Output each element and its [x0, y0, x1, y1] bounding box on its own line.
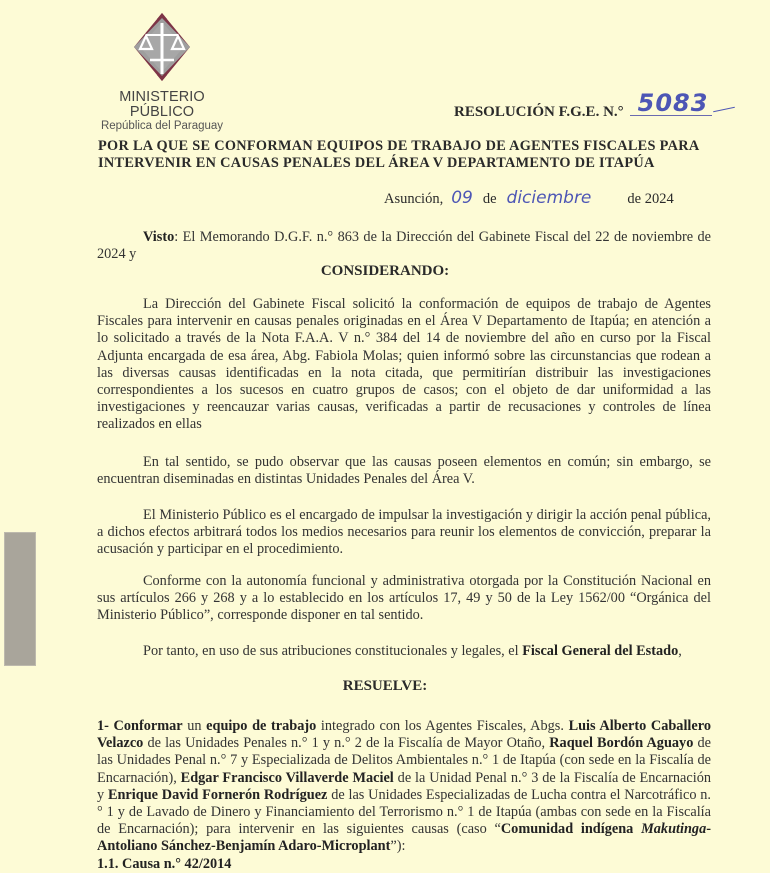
org-name: MINISTERIO PÚBLICO [119, 89, 205, 120]
bold-text: equipo de trabajo [206, 718, 317, 734]
por-tanto-end: , [678, 643, 682, 659]
handwritten-number: 5083 [637, 89, 709, 117]
case-name: Comunidad indígena [500, 821, 642, 838]
document-title [98, 138, 718, 172]
agent-name: Enrique David Fornerón Rodríguez [107, 786, 328, 803]
document-date [384, 188, 710, 208]
cutoff-line [97, 856, 711, 873]
resolution-label: RESOLUCIÓN F.G.E. N.° [454, 104, 624, 120]
date-day: 09 [451, 188, 473, 208]
case-name: - Antoliano Sánchez-Benjamín Adaro-Microplant [97, 821, 711, 855]
considerando-heading: CONSIDERANDO: [320, 263, 450, 279]
text: de las Unidades Especializadas de Lucha contra el Narcotráfico n.° 1 y de Lavado de Dinero y Financiamiento del Terrorismo n.° 1 de Itapúa (ambas con sede en la Fiscalía de Encarnación); para intervenir en las siguientes causas (caso “ [97, 786, 711, 838]
text: de las Unidades Penal n.° 7 y Especializada de Delitos Ambientales n.° 1 de Itapúa (con sede en la Fiscalía de Encarnación), [97, 735, 711, 786]
agent-name: Raquel Bordón Aguayo [549, 735, 694, 752]
resolution-number [454, 89, 735, 121]
visto-label: Visto [143, 229, 175, 245]
item-number: 1- Conformar [97, 718, 183, 734]
visto-paragraph [97, 229, 711, 263]
date-year: de 2024 [627, 191, 674, 207]
paragraph-3: El Ministerio Público es el encargado de impulsar la investigación y dirigir la acción penal pública, a dichos efectos arbitrará todos los medios necesarios para reunir los elementos de convicción, preparar la acusación y participar en el procedimiento. [97, 507, 711, 558]
agent-name: Luis Alberto Caballero Velazco [97, 718, 711, 752]
ministerio-publico-logo [87, 8, 237, 133]
agent-name: Edgar Francisco Villaverde Maciel [180, 769, 394, 786]
case-name-italic: Makutinga [641, 821, 707, 838]
handwritten-dash [713, 107, 735, 113]
resuelve-item-1 [97, 718, 711, 873]
text: un [182, 718, 207, 734]
org-country: República del Paraguay [100, 120, 224, 132]
paragraph-4: Conforme con la autonomía funcional y administrativa otorgada por la Constitución Nacional en sus artículos 266 y 268 y a lo establecido en los artículos 17, 49 y 50 de la Ley 1562/00 “Orgánica del Ministerio Público”, corresponde disponer en tal sentido. [97, 573, 711, 624]
scales-emblem-icon [112, 8, 212, 86]
date-de: de [482, 191, 497, 207]
cause-number: 1.1. Causa n.° 42/2014 [97, 855, 232, 872]
visto-text: : El Memorando D.G.F. n.° 863 de la Dirección del Gabinete Fiscal del 22 de noviembre de 2024 y [97, 229, 711, 263]
page-edge-tab [4, 532, 36, 666]
text: de las Unidades Penales n.° 1 y n.° 2 de la Fiscalía de Mayor Otaño, [143, 735, 550, 752]
fiscal-general: Fiscal General del Estado [522, 643, 679, 659]
text: de la Unidad Penal n.° 3 de la Fiscalía de Encarnación y [97, 769, 711, 803]
por-tanto-text: Por tanto, en uso de sus atribuciones constitucionales y legales, el [143, 643, 523, 659]
paragraph-1: La Dirección del Gabinete Fiscal solicitó la conformación de equipos de trabajo de Agentes Fiscales para intervenir en causas penales originadas en el Área V Departamento de Itapúa; en atención a lo solicitado a través de la Nota F.A.A. V n.° 384 del 14 de noviembre del año en curso por la Fiscal Adjunta encargada de esa área, Abg. Fabiola Molas; quien informó sobre las circunstancias que rodean a las diversas causas identificadas en la nota citada, que permitirían distribuir las investigaciones correspondientes a los sucesos en cuatro grupos de casos; con el objeto de dar uniformidad a las investigaciones y reencauzar varias causas, verificadas a partir de recusaciones y controles de línea realizados en ellas [97, 296, 711, 433]
date-month: diciembre [506, 188, 592, 208]
date-city: Asunción, [384, 191, 444, 207]
resuelve-heading: RESUELVE: [342, 678, 428, 694]
por-tanto-paragraph [97, 643, 711, 660]
resolution-number-field [630, 89, 712, 117]
text: integrado con los Agentes Fiscales, Abgs. [316, 718, 569, 734]
title-line-1: POR LA QUE SE CONFORMAN EQUIPOS DE TRABAJO DE AGENTES FISCALES PARA [98, 138, 700, 154]
title-line-2: INTERVENIR EN CAUSAS PENALES DEL ÁREA V DEPARTAMENTO DE ITAPÚA [98, 155, 655, 171]
paragraph-2: En tal sentido, se pudo observar que las causas poseen elementos en común; sin embargo, se encuentran diseminadas en distintas Unidades Penales del Área V. [97, 454, 711, 488]
text: ”): [390, 838, 406, 855]
